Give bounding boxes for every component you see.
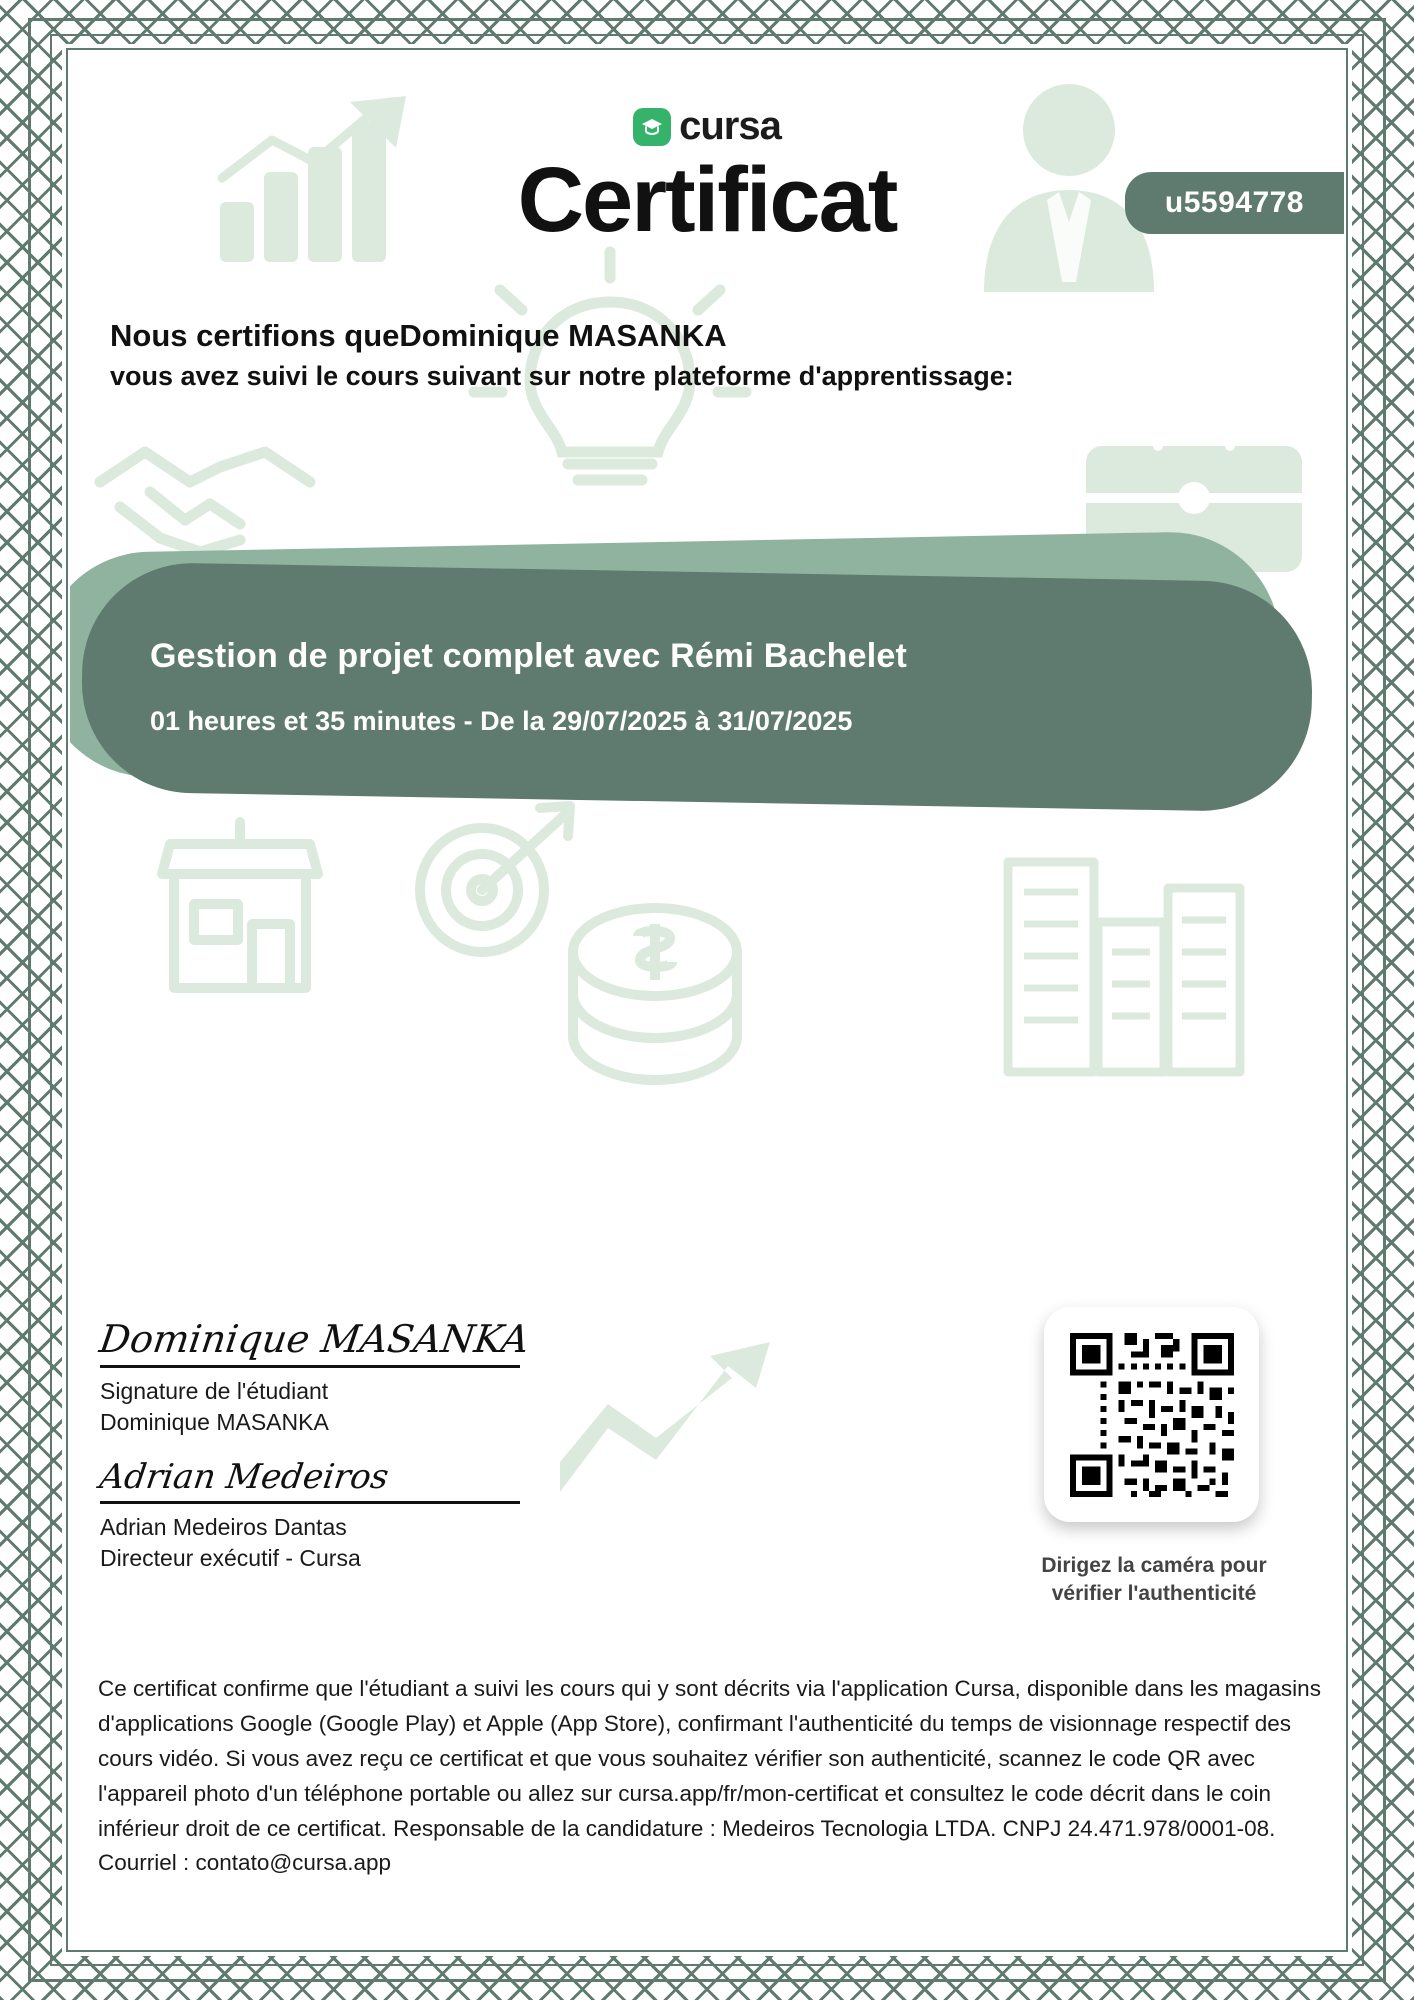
qr-caption [1004, 1552, 1304, 1609]
director-signature-labels [100, 1512, 520, 1574]
certificate-code-badge: u5594778 [1125, 172, 1344, 234]
certificate-content [70, 52, 1344, 1948]
watermark-buildings-icon [994, 792, 1254, 1082]
statement-line-1 [110, 318, 1314, 354]
statement-prefix: Nous certifions que [110, 318, 400, 353]
director-signature-block [97, 1457, 520, 1574]
student-signature-labels [100, 1376, 529, 1438]
student-name: Dominique MASANKA [399, 318, 727, 353]
watermark-coins-icon [540, 882, 770, 1112]
student-signature-block [96, 1317, 532, 1438]
brand-name: cursa [679, 104, 781, 148]
student-signature-script: Dominique MASANKA [96, 1317, 532, 1361]
page-title: Certificat [517, 149, 897, 251]
course-banner [70, 542, 1344, 832]
qr-code-card[interactable] [1044, 1307, 1259, 1522]
qr-caption-line-1: Dirigez la caméra pour [1041, 1554, 1267, 1577]
footer-disclaimer: Ce certificat confirme que l'étudiant a suivi les cours qui y sont décrits via l'application Cursa, disponible dans les magasins d'applications Google (Google Play) et Apple (App Store), confirmant l'authenticité du temps de visionnage respectif des cours vidéo. Si vous avez reçu ce certificat et que vous souhaitez vérifier son authenticité, scannez le code QR avec l'appareil photo d'un téléphone portable ou allez sur cursa.app/fr/mon-certificat et consultez le code décrit dans le coin inférieur droit de ce certificat. Responsable de la candidature : Medeiros Tecnologia LTDA. CNPJ 24.471.978/0001-08. Courriel : contato@cursa.app [98, 1676, 1321, 1876]
director-name: Adrian Medeiros Dantas [100, 1514, 347, 1540]
director-signature-line [100, 1501, 520, 1504]
course-banner-text [150, 637, 907, 737]
statement-line-2: vous avez suivi le cours suivant sur notre plateforme d'apprentissage: [110, 361, 1014, 391]
student-signature-role: Signature de l'étudiant [100, 1378, 329, 1404]
director-signature-script: Adrian Medeiros [97, 1457, 392, 1497]
qr-code-icon[interactable] [1064, 1327, 1240, 1503]
certification-statement [110, 318, 1314, 392]
graduation-cap-icon [633, 108, 671, 146]
watermark-growth-arrow-icon [560, 1342, 780, 1502]
brand-logo [70, 104, 1344, 149]
student-signature-name: Dominique MASANKA [100, 1409, 329, 1436]
student-signature-line [100, 1365, 520, 1368]
director-role: Directeur exécutif - Cursa [100, 1545, 361, 1572]
watermark-shop-icon [140, 812, 340, 1002]
course-duration-dates: 01 heures et 35 minutes - De la 29/07/2025 à 31/07/2025 [150, 706, 853, 736]
course-title: Gestion de projet complet avec Rémi Bachelet [150, 637, 908, 675]
qr-caption-line-2: vérifier l'authenticité [1051, 1582, 1257, 1606]
